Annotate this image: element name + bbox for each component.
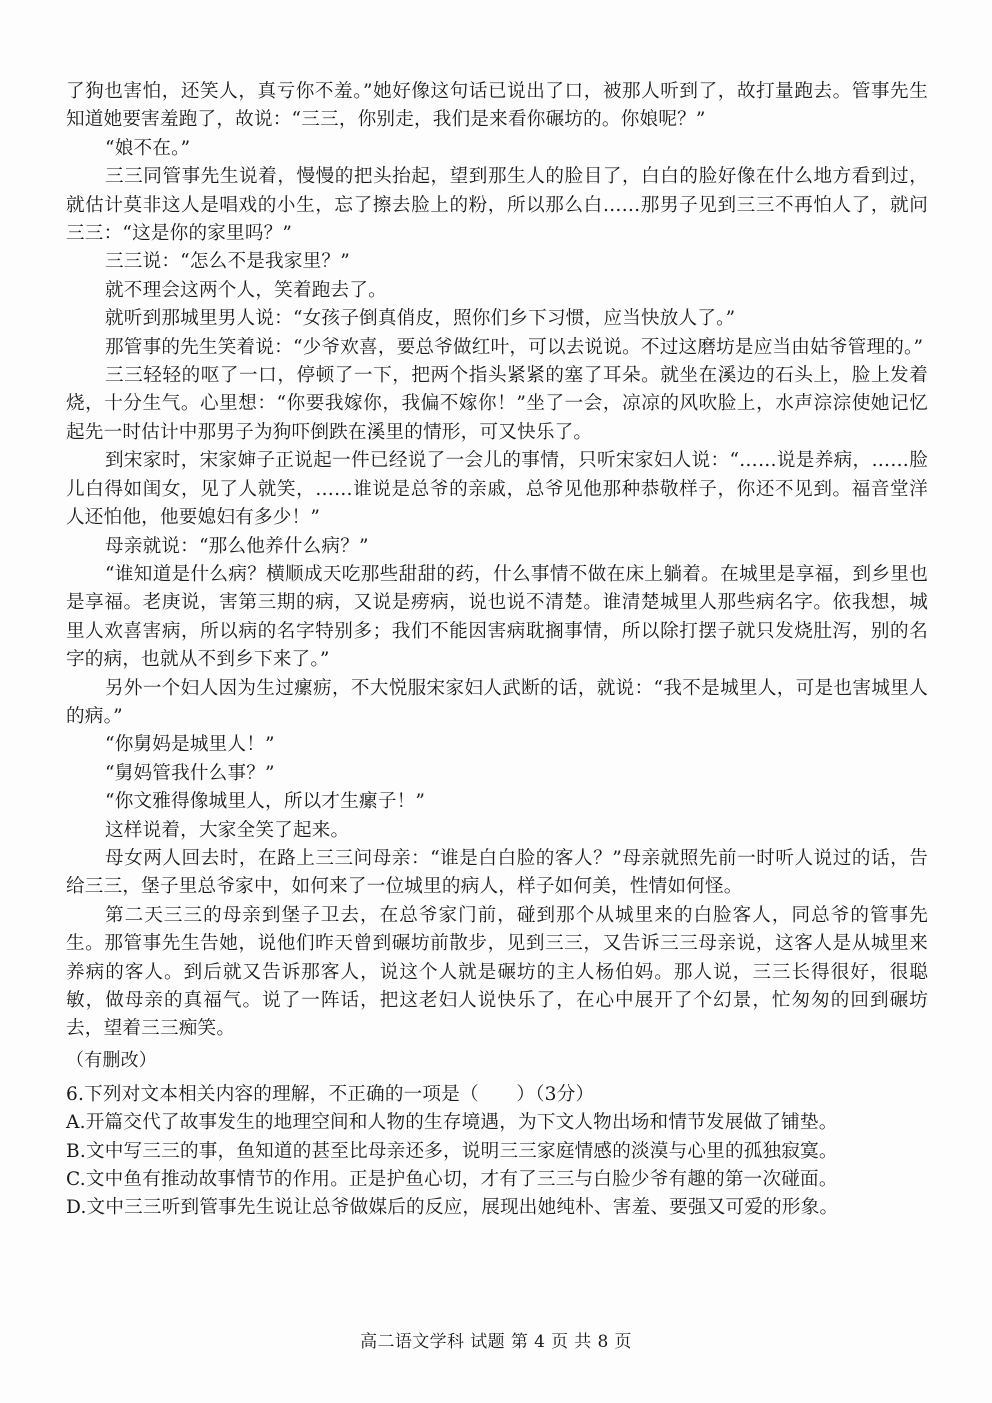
- passage-paragraph: 那管事的先生笑着说：“少爷欢喜，要总爷做红叶，可以去说说。不过这磨坊是应当由姑爷管理的。”: [105, 336, 924, 358]
- reading-passage: [66, 78, 928, 1223]
- passage-paragraph: “舅妈管我什么事？”: [105, 762, 275, 784]
- passage-paragraph: “你文雅得像城里人，所以才生瘰子！”: [105, 791, 426, 813]
- source-note: （有删改）: [66, 1049, 157, 1071]
- passage-paragraph: “谁知道是什么病？横顺成天吃那些甜甜的药，什么事情不做在床上躺着。在城里是享福，到乡里也是享福。老庚说，害第三期的病，又说是痨病，说也说不清楚。谁清楚城里人那些病名字。依我想，城里人欢喜害病，所以病的名字特别多；我们不能因害病耽搁事情，所以除打摆子就只发烧肚泻，别的名字的病，也就从不到乡下来了。”: [66, 563, 928, 671]
- passage-paragraph: 三三同管事先生说着，慢慢的把头抬起，望到那生人的脸目了，白白的脸好像在什么地方看到过，就估计莫非这人是唱戏的小生，忘了擦去脸上的粉，所以那么白……那男子见到三三不再怕人了，就问三三：“这是你的家里吗？”: [66, 166, 928, 245]
- question-stem: 6.下列对文本相关内容的理解，不正确的一项是（ ）（3分）: [66, 1083, 595, 1105]
- passage-paragraph: “娘不在。”: [105, 137, 191, 159]
- option-d: D.文中三三听到管事先生说让总爷做媒后的反应，展现出她纯朴、害羞、要强又可爱的形象。: [66, 1197, 839, 1219]
- passage-paragraph: 就听到那城里男人说：“女孩子倒真俏皮，照你们乡下习惯，应当快放人了。”: [105, 308, 736, 330]
- option-c: C.文中鱼有推动故事情节的作用。正是护鱼心切，才有了三三与白脸少爷有趣的第一次碰面。: [66, 1169, 838, 1191]
- option-a: A.开篇交代了故事发生的地理空间和人物的生存境遇，为下文人物出场和情节发展做了铺垫。: [66, 1112, 838, 1134]
- option-b: B.文中写三三的事，鱼知道的甚至比母亲还多，说明三三家庭情感的淡漠与心里的孤独寂寞。: [66, 1140, 838, 1162]
- passage-paragraph: 三三说：“怎么不是我家里？”: [105, 251, 350, 273]
- passage-paragraph: “你舅妈是城里人！”: [105, 734, 275, 756]
- page-footer: 高二语文学科 试题 第 4 页 共 8 页: [360, 1332, 632, 1352]
- passage-paragraph: 母亲就说：“那么他养什么病？”: [105, 535, 369, 557]
- passage-paragraph: 第二天三三的母亲到堡子卫去，在总爷家门前，碰到那个从城里来的白脸客人，同总爷的管事先生。那管事先生告她，说他们昨天曾到碾坊前散步，见到三三，又告诉三三母亲说，这客人是从城里来养病的客人。到后就又告诉那客人，说这个人就是碾坊的主人杨伯妈。那人说，三三长得很好，很聪敏，做母亲的真福气。说了一阵话，把这老妇人说快乐了，在心中展开了个幻景，忙匆匆的回到碾坊去，望着三三痴笑。: [66, 904, 928, 1040]
- passage-paragraph: 就不理会这两个人，笑着跑去了。: [105, 279, 387, 301]
- passage-paragraph: 三三轻轻的呕了一口，停顿了一下，把两个指头紧紧的塞了耳朵。就坐在溪边的石头上，脸上发着烧，十分生气。心里想：“你要我嫁你，我偏不嫁你！”坐了一会，凉凉的风吹脸上，水声淙淙使她记忆起先一时估计中那男子为狗吓倒跌在溪里的情形，可又快乐了。: [66, 365, 928, 443]
- passage-paragraph: 到宋家时，宋家婶子正说起一件已经说了一会儿的事情，只听宋家妇人说：“……说是养病，……脸儿白得如闺女，见了人就笑，……谁说是总爷的亲戚，总爷见他那种恭敬样子，你还不见到。福音堂洋人还怕他，他要媳妇有多少！”: [66, 450, 928, 529]
- passage-paragraph: 母女两人回去时，在路上三三问母亲：“谁是白白脸的客人？”母亲就照先前一时听人说过的话，告给三三，堡子里总爷家中，如何来了一位城里的病人，样子如何美，性情如何怪。: [66, 847, 928, 898]
- passage-paragraph: 另外一个妇人因为生过瘰疬，不大悦服宋家妇人武断的话，就说：“我不是城里人，可是也害城里人的病。”: [66, 677, 928, 727]
- passage-paragraph: 这样说着，大家全笑了起来。: [105, 819, 350, 841]
- passage-paragraph: 了狗也害怕，还笑人，真亏你不羞。”她好像这句话已说出了口，被那人听到了，故打量跑去。管事先生知道她要害羞跑了，故说：“三三，你别走，我们是来看你碾坊的。你娘呢？”: [66, 81, 928, 131]
- passage-paragraphs: [66, 78, 928, 1044]
- question-6: [66, 1081, 928, 1223]
